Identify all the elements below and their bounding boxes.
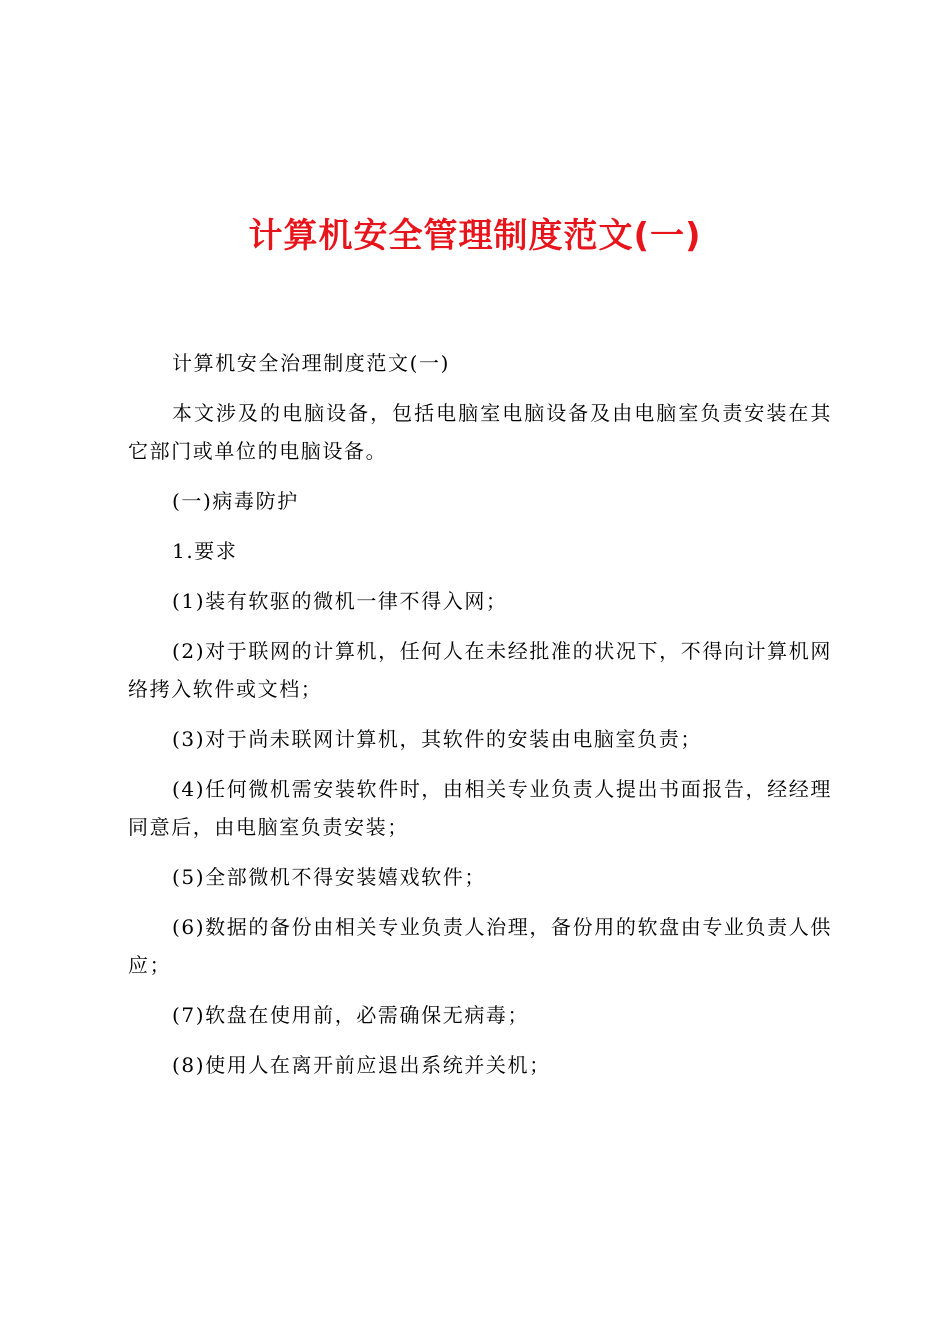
list-item: (5)全部微机不得安装嬉戏软件； [172, 865, 486, 889]
document-body [128, 344, 832, 1096]
list-item: (7)软盘在使用前，必需确保无病毒； [172, 1003, 530, 1027]
list-item: (8)使用人在离开前应退出系统并关机； [172, 1053, 551, 1077]
list-item: (3)对于尚未联网计算机，其软件的安装由电脑室负责； [172, 727, 702, 751]
list-item: (4)任何微机需安装软件时，由相关专业负责人提出书面报告，经经理同意后，由电脑室负责安装； [128, 777, 832, 839]
list-item: (1)装有软驱的微机一律不得入网； [172, 589, 508, 613]
paragraph-scope: 本文涉及的电脑设备，包括电脑室电脑设备及由电脑室负责安装在其它部门或单位的电脑设备。 [128, 401, 832, 463]
section-heading-virus-protection: (一)病毒防护 [172, 489, 299, 513]
subsection-heading-requirements: 1.要求 [172, 539, 238, 563]
list-item: (2)对于联网的计算机，任何人在未经批准的状况下，不得向计算机网络拷入软件或文档； [128, 639, 832, 701]
list-item: (6)数据的备份由相关专业负责人治理，备份用的软盘由专业负责人供应； [128, 915, 832, 977]
paragraph-subtitle: 计算机安全治理制度范文(一) [172, 351, 451, 375]
document-title: 计算机安全管理制度范文(一) [248, 216, 702, 256]
